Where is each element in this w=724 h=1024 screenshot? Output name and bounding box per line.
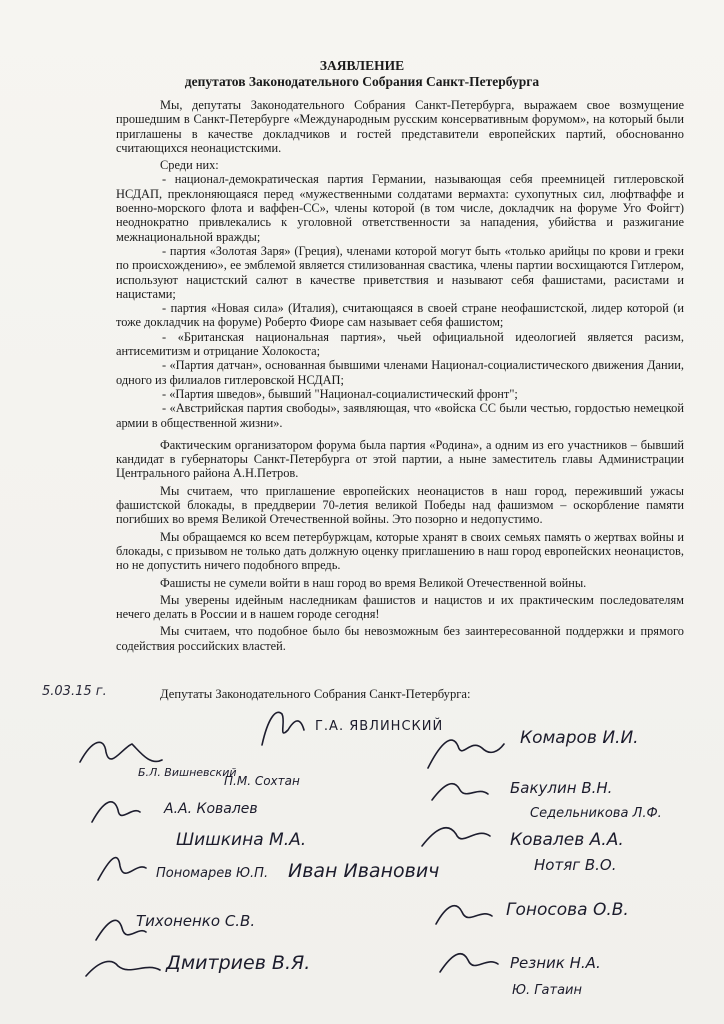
signature-dmitriev: Дмитриев В.Я. bbox=[166, 952, 311, 974]
paragraph-authorities: Мы считаем, что подобное было бы невозможным без заинтересованной поддержки и прямого содействия российских властей. bbox=[116, 624, 684, 653]
list-item-golden-dawn: - партия «Золотая Заря» (Греция), членами которой могут быть «только арийцы по крови и греки по происхождению», ее эмблемой является стилизованная свастика, члены партии восхищаются Гитлером, используют нацистский салют в качестве приветствия и называют себя фашистами, расистами и нацистами; bbox=[116, 243, 684, 301]
paragraph-fascists: Фашисты не сумели войти в наш город во время Великой Отечественной войны. bbox=[160, 575, 587, 590]
signature-kovalev-2: Ковалев А.А. bbox=[510, 830, 624, 850]
signature-mark-10 bbox=[440, 954, 498, 972]
signature-sedelnikova: Седельникова Л.Ф. bbox=[530, 806, 662, 821]
signature-tikhonenko: Тихоненко С.В. bbox=[136, 912, 256, 930]
signature-mark-yavlinsky bbox=[262, 712, 304, 745]
signature-mark-6 bbox=[428, 740, 504, 768]
paragraph-among-them: Среди них: bbox=[160, 158, 219, 173]
signature-vishnevsky: Б.Л. Вишневский bbox=[138, 766, 237, 779]
signature-ponomarev: Пономарев Ю.П. bbox=[156, 866, 269, 881]
signature-komarov: Комаров И.И. bbox=[520, 728, 639, 748]
list-item-danes: - «Партия датчан», основанная бывшими членами Национал-социалистического движения Дании, одного из филиалов гитлеровской НСДАП; bbox=[116, 358, 684, 387]
signature-mark-5 bbox=[86, 961, 160, 976]
signature-mark-1 bbox=[80, 742, 162, 762]
paragraph-organizer: Фактическим организатором форума была партия «Родина», а одним из его участников – бывший кандидат в губернаторы Санкт-Петербурга от этой партии, а ныне заместитель главы Администрации Центрального района А.Н.Петров. bbox=[116, 437, 684, 481]
title-subtitle: депутатов Законодательного Собрания Санкт-Петербурга bbox=[184, 74, 540, 89]
signature-kovalev-1: А.А. Ковалев bbox=[164, 801, 258, 817]
signers-heading: Депутаты Законодательного Собрания Санкт-Петербурга: bbox=[160, 687, 471, 701]
paragraph-insult: Мы считаем, что приглашение европейских неонацистов в наш город, переживший ужасы фашистской блокады, в преддверии 70-летия великой Победы над фашизмом – оскорбление памяти погибших во время Великой Отечественной войны. Это позорно и недопустимо. bbox=[116, 483, 684, 527]
signature-reznik: Резник Н.А. bbox=[510, 954, 601, 972]
signature-sokhtan: П.М. Сохтан bbox=[224, 774, 300, 788]
signature-mark-2 bbox=[92, 802, 140, 822]
handwritten-date: 5.03.15 г. bbox=[42, 684, 107, 699]
title-main: ЗАЯВЛЕНИЕ bbox=[319, 58, 405, 73]
paragraph-appeal: Мы обращаемся ко всем петербуржцам, которые хранят в своих семьях память о жертвах войны и блокады, с призывом не только дать должную оценку приглашению в наш город европейских неонацистов, но не допустить ничего подобного впредь. bbox=[116, 529, 684, 573]
signature-mark-3 bbox=[98, 858, 146, 880]
signature-gonosova: Гоносова О.В. bbox=[506, 900, 629, 920]
list-item-bnp: - «Британская национальная партия», чьей официальной идеологией является расизм, антисемитизм и отрицание Холокоста; bbox=[116, 329, 684, 359]
list-item-npd: - национал-демократическая партия Германии, называющая себя преемницей гитлеровской НСДАП, преклоняющаяся перед «мужественными солдатами вермахта: сухопутных сил, люфтваффе и военно-морского флота и ваффен-СС», члены которой (в том числе, докладчик на форуме Уго Фойгт) неоднократно привлекались к уголовной ответственности за нападения, убийства и разжигание межнациональной вражды; bbox=[116, 172, 684, 244]
paragraph-confident: Мы уверены идейным наследникам фашистов и нацистов и их практическим последователям нечего делать в России и в нашем городе сегодня! bbox=[116, 592, 684, 622]
signature-shishkina: Шишкина М.А. bbox=[176, 830, 307, 850]
signature-gatain: Ю. Гатаин bbox=[512, 983, 582, 998]
signature-notyag: Нотяг В.О. bbox=[534, 856, 617, 874]
signature-mark-9 bbox=[436, 906, 492, 924]
signature-ivanovich: Иван Иванович bbox=[288, 860, 440, 882]
paragraph-intro: Мы, депутаты Законодательного Собрания Санкт-Петербурга, выражаем свое возмущение прошедшим в Санкт-Петербурге «Международным русским консервативным форумом», на который были приглашены в качестве докладчиков и гостей представители европейских партий, обоснованно считающихся неонацистскими. bbox=[116, 98, 684, 155]
signature-mark-8 bbox=[422, 828, 490, 846]
signature-yavlinsky: Г.А. ЯВЛИНСКИЙ bbox=[315, 719, 444, 734]
signature-bakulin: Бакулин В.Н. bbox=[510, 779, 613, 797]
list-item-swedes: - «Партия шведов», бывший "Национал-социалистический фронт"; bbox=[162, 386, 518, 401]
signature-mark-7 bbox=[432, 784, 488, 800]
list-item-forza-nuova: - партия «Новая сила» (Италия), считающаяся в своей стране неофашистской, лидер которой (и тоже докладчик на форуме) Роберто Фиоре сам называет себя фашистом; bbox=[116, 301, 684, 330]
list-item-fpo: - «Австрийская партия свободы», заявляющая, что «войска СС были честью, гордостью немецкой армии в общественной жизни». bbox=[116, 401, 684, 430]
